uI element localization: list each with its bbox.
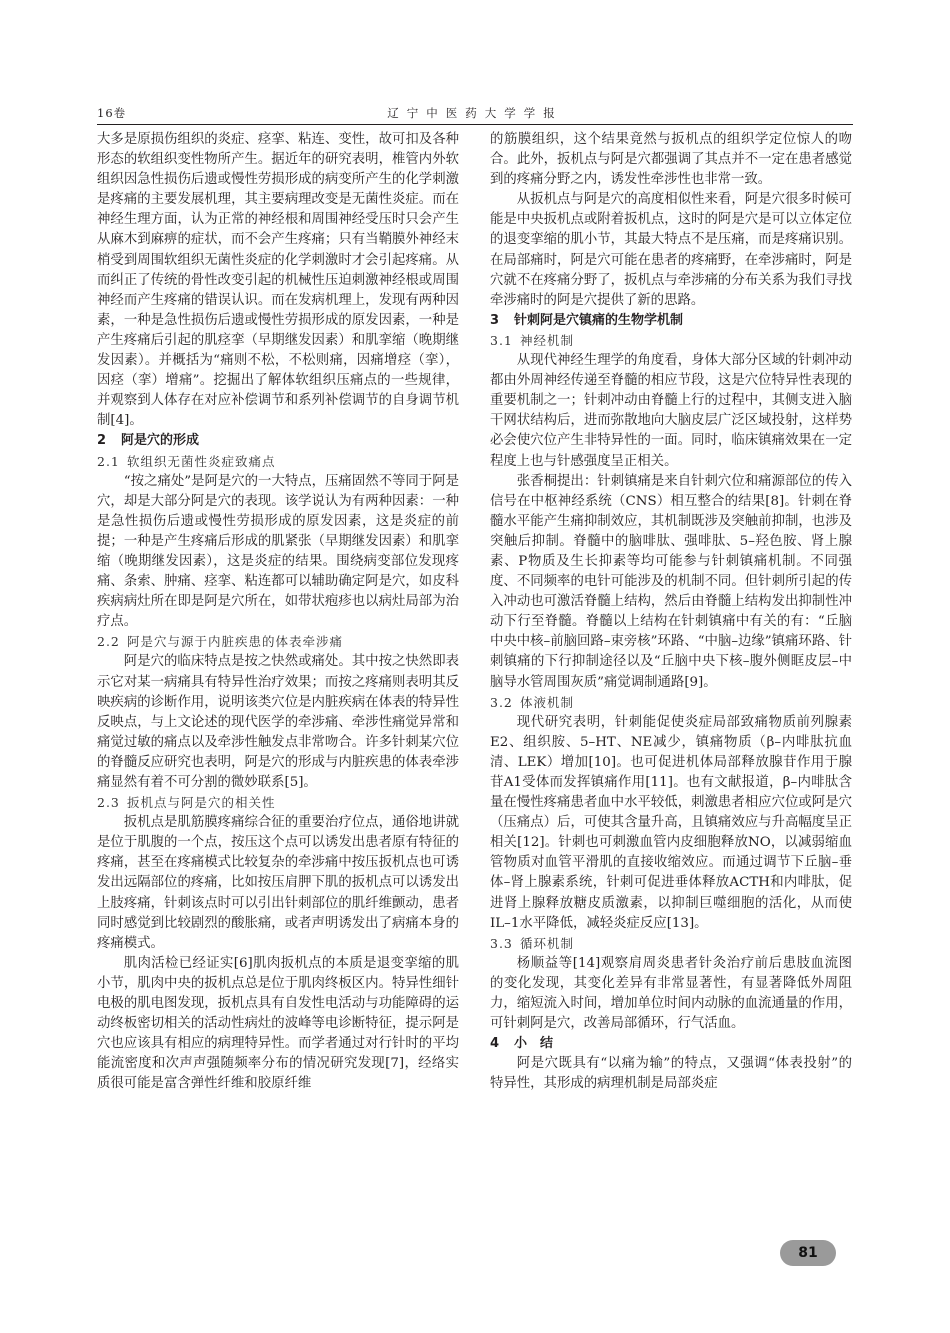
subsection-heading: [97, 632, 459, 652]
heading-number: 2.1: [97, 453, 120, 469]
paragraph: 肌肉活检已经证实[6]肌肉扳机点的本质是退变挛缩的肌小节，肌肉中央的扳机点总是位于肌肉终板区内。特异性细针电极的肌电图发现，扳机点具有自发性电活动与功能障碍的运动终板密切相关的活动性病灶的波峰等电诊断特征，提示阿是穴也应该具有相应的病理特异性。而学者通过对行针时的平均能流密度和次声声强随频率分布的情况研究发现[7]，经络实质很可能是富含弹性纤维和胶原纤维: [97, 955, 459, 1092]
heading-text: 软组织无菌性炎症致痛点: [127, 453, 276, 469]
paragraph: 阿是穴既具有“以痛为输”的特点，又强调“体表投射”的特异性，其形成的病理机制是局部炎症: [490, 1056, 852, 1092]
heading-number: 3.1: [490, 332, 513, 348]
paragraph: 的筋膜组织，这个结果竟然与扳机点的组织学定位惊人的吻合。此外，扳机点与阿是穴都强调了其点并不一定在患者感觉到的疼痛分野之内，诱发性牵涉性也非常一致。: [490, 132, 852, 188]
paragraph: 阿是穴的临床特点是按之快然或痛处。其中按之快然即表示它对某一病痛具有特异性治疗效果；而按之疼痛则表明其反映疾病的诊断作用，说明该类穴位是内脏疾病在体表的特异性反映点，与上文论述的现代医学的牵涉痛、牵涉性痛觉异常和痛觉过敏的痛点以及牵涉性触发点非常吻合。许多针刺某穴位的脊髓反应研究也表明，阿是穴的形成与内脏疾患的体表牵涉痛显然有着不可分割的微妙联系[5]。: [97, 654, 459, 790]
paragraph: 从现代神经生理学的角度看，身体大部分区域的针刺冲动都由外周神经传递至脊髓的相应节段，这是穴位特异性表现的重要机制之一；针刺冲动由脊髓上行的过程中，其侧支进入脑干网状结构后，进而弥散地向大脑皮层广泛区域投射，这样势必会使穴位产生非特异性的一面。同时，临床镇痛效果在一定程度上也与针感强度呈正相关。: [490, 353, 852, 469]
page-number: 81: [780, 1240, 836, 1266]
heading-text: 扳机点与阿是穴的相关性: [127, 795, 276, 811]
heading-number: 2.3: [97, 795, 120, 811]
section-heading: [490, 1034, 852, 1054]
heading-text: 循环机制: [520, 935, 575, 951]
paragraph: 张香桐提出：针刺镇痛是来自针刺穴位和痛源部位的传入信号在中枢神经系统（CNS）相互整合的结果[8]。针刺在脊髓水平能产生痛抑制效应，其机制既涉及突触前抑制，也涉及突触后抑制。脊髓中的脑啡肽、强啡肽、5–羟色胺、肾上腺素、P物质及生长抑素等均可能参与针刺镇痛机制。不同强度、不同频率的电针可能涉及的机制不同。但针刺所引起的传入冲动也可激活脊髓上结构，然后由脊髓上结构发出抑制性冲动下行至脊髓。脊髓以上结构在针刺镇痛中有关的有：“丘脑中央中核–前脑回路–束旁核”环路、“中脑–边缘”镇痛环路、针刺镇痛的下行抑制途径以及“丘脑中央下核–腹外侧眶皮层–中脑导水管周围灰质”痛觉调制通路[9]。: [490, 473, 852, 690]
heading-text: 针刺阿是穴镇痛的生物学机制: [514, 312, 684, 328]
heading-number: 3: [490, 312, 500, 328]
right-column: [490, 130, 852, 1095]
subsection-heading: [490, 331, 852, 351]
subsection-heading: [490, 693, 852, 713]
heading-number: 2.2: [97, 634, 120, 650]
heading-number: 4: [490, 1036, 500, 1052]
running-header: [97, 103, 853, 123]
subsection-heading: [97, 452, 459, 472]
heading-number: 3.3: [490, 935, 513, 951]
paragraph: “按之痛处”是阿是穴的一大特点，压痛固然不等同于阿是穴，却是大部分阿是穴的表现。该学说认为有两种因素：一种是急性损伤后遗或慢性劳损形成的原发因素，这是炎症的前提；一种是产生疼痛后形成的肌紧张（早期继发因素）和肌挛缩（晚期继发因素），这是炎症的结果。围绕病变部位发现疼痛、条索、肿痛、痉挛、粘连都可以辅助确定阿是穴，如皮科疾病病灶所在即是阿是穴所在，如带状疱疹也以病灶局部为治疗点。: [97, 473, 459, 630]
paragraph: 杨顺益等[14]观察肩周炎患者针灸治疗前后患肢血流图的变化发现，其变化差异有非常显著性，有显著降低外周阻力，缩短流入时间，增加单位时间内动脉的血流通量的作用，可针刺阿是穴，改善局部循环，行气活血。: [490, 955, 852, 1032]
heading-text: 小 结: [514, 1036, 554, 1052]
section-heading: [490, 311, 852, 331]
paragraph: 扳机点是肌筋膜疼痛综合征的重要治疗位点，通俗地讲就是位于肌腹的一个点，按压这个点可以诱发出患者原有特征的疼痛，甚至在疼痛模式比较复杂的牵涉痛中按压扳机点也可诱发出远隔部位的疼痛，比如按压肩胛下肌的扳机点可以诱发出上肢疼痛，针刺该点时可以引出针刺部位的肌纤维颤动，患者同时感觉到比较剧烈的酸胀痛，或者声明诱发出了病痛本身的疼痛模式。: [97, 815, 459, 951]
subsection-heading: [97, 793, 459, 813]
heading-number: 3.2: [490, 694, 513, 710]
subsection-heading: [490, 934, 852, 954]
header-rule: [97, 124, 853, 125]
section-heading: [97, 431, 459, 451]
paragraph: 大多是原损伤组织的炎症、痉挛、粘连、变性，故可扣及各种形态的软组织变性物所产生。据近年的研究表明，椎管内外软组织因急性损伤后遗或慢性劳损形成的病变所产生的化学刺激是疼痛的主要发展机理，其主要病理改变是无菌性炎症。而在神经生理方面，认为正常的神经根和周围神经受压时只会产生从麻木到麻痹的症状，而不会产生疼痛；只有当鞘膜外神经末梢受到周围软组织无菌性炎症的化学刺激时才会引起疼痛。从而纠正了传统的骨性改变引起的机械性压迫刺激神经根或周围神经而产生疼痛的错误认识。而在发病机理上，发现有两种因素，一种是急性损伤后遗或慢性劳损形成的原发因素，一种是产生疼痛后引起的肌痉挛（早期继发因素）和肌挛缩（晚期继发因素）。并概括为“痛则不松，不松则痛，因痛增痉（挛），因痉（挛）增痛”。挖掘出了解体软组织压痛点的一些规律，并观察到人体存在对应补偿调节和系列补偿调节的自身调节机制[4]。: [97, 132, 459, 429]
volume-label: 16卷: [97, 106, 127, 120]
heading-text: 体液机制: [520, 694, 575, 710]
heading-text: 神经机制: [520, 332, 575, 348]
heading-number: 2: [97, 433, 107, 449]
left-column: [97, 130, 459, 1095]
paragraph: 从扳机点与阿是穴的高度相似性来看，阿是穴很多时候可能是中央扳机点或附着扳机点，这时的阿是穴是可以立体定位的退变挛缩的肌小节，其最大特点不是压痛，而是疼痛识别。在局部痛时，阿是穴可能在患者的疼痛野，在牵涉痛时，阿是穴就不在疼痛分野了，扳机点与牵涉痛的分布关系为我们寻找牵涉痛时的阿是穴提供了新的思路。: [490, 192, 852, 308]
paragraph: 现代研究表明，针刺能促使炎症局部致痛物质前列腺素E2、组织胺、5–HT、NE减少，镇痛物质（β–内啡肽抗血清、LEK）增加[10]。也可促进机体局部释放腺苷作用于腺苷A1受体而发挥镇痛作用[11]。也有文献报道，β–内啡肽含量在慢性疼痛患者血中水平较低，刺激患者相应穴位或阿是穴（压痛点）后，可使其含量升高，且镇痛效应与升高幅度呈正相关[12]。针刺也可刺激血管内皮细胞释放NO，以减弱缩血管物质对血管平滑肌的直接收缩效应。而通过调节下丘脑–垂体–肾上腺素系统，针刺可促进垂体释放ACTH和内啡肽，促进肾上腺释放糖皮质激素，以抑制巨噬细胞的活化，从而使IL–1水平降低，减轻炎症反应[13]。: [490, 714, 852, 931]
heading-text: 阿是穴与源于内脏疾患的体表牵涉痛: [127, 634, 344, 650]
journal-title: 辽宁中医药大学学报: [387, 106, 563, 120]
heading-text: 阿是穴的形成: [121, 433, 200, 449]
